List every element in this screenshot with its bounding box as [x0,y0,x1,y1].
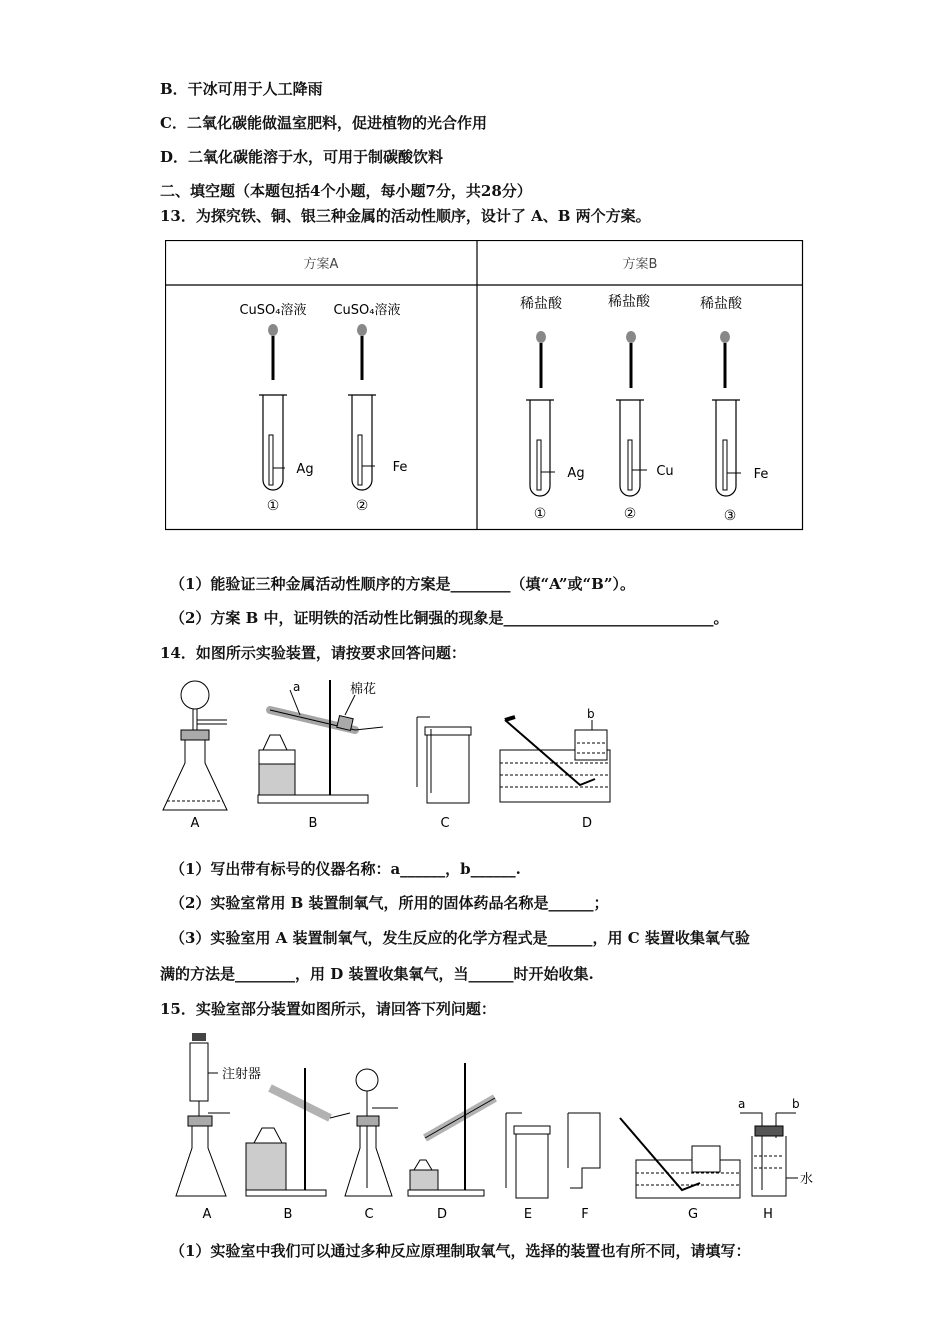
q15-sub1: （1）实验室中我们可以通过多种反应原理制取氧气，选择的装置也有所不同，请填写： [170,1242,751,1260]
apparatus-d [408,1063,495,1222]
apparatus-a [176,1033,261,1222]
svg-text:b: b [792,1097,800,1111]
svg-text:C: C [440,816,450,831]
svg-text:C: C [364,1207,374,1222]
svg-text:Ag: Ag [296,462,314,477]
q14-sub3b: 满的方法是________，用 D 装置收集氧气，当______时开始收集. [160,965,594,983]
svg-text:Cu: Cu [656,464,674,479]
q13-sub2: （2）方案 B 中，证明铁的活动性比铜强的现象是____________________________。 [170,609,729,627]
apparatus-c [345,1069,398,1222]
svg-text:CuSO₄溶液: CuSO₄溶液 [239,303,307,318]
svg-text:B: B [308,816,318,831]
svg-text:②: ② [623,506,637,522]
apparatus-e [506,1113,550,1222]
svg-text:F: F [581,1207,589,1222]
b-tube-2 [608,293,674,522]
svg-text:稀盐酸: 稀盐酸 [520,296,562,312]
apparatus-b [258,680,383,831]
scheme-a-header: 方案A [303,257,339,272]
apparatus-h [738,1097,813,1222]
q14-stem: 14．如图所示实验装置，请按要求回答问题： [160,644,466,662]
svg-text:Fe: Fe [392,460,408,475]
svg-text:Ag: Ag [567,466,585,481]
b-tube-3 [700,295,768,524]
svg-text:棉花: 棉花 [350,682,377,697]
svg-text:b: b [587,707,595,721]
apparatus-c [417,717,471,831]
svg-text:H: H [763,1207,773,1222]
option-b: B．干冰可用于人工降雨 [160,80,323,98]
option-c: C．二氧化碳能做温室肥料，促进植物的光合作用 [160,114,487,132]
svg-text:稀盐酸: 稀盐酸 [700,296,742,312]
a-tube-2 [333,302,407,514]
apparatus-b [246,1068,350,1222]
svg-text:Fe: Fe [753,467,769,482]
svg-text:D: D [581,816,593,831]
apparatus-d [500,707,610,831]
a-tube-1 [239,302,313,514]
svg-text:注射器: 注射器 [222,1067,262,1082]
svg-text:①: ① [533,506,547,522]
svg-text:③: ③ [723,508,737,524]
q15-stem: 15．实验室部分装置如图所示，请回答下列问题： [160,1000,496,1018]
q14-sub3a: （3）实验室用 A 装置制氧气，发生反应的化学方程式是______，用 C 装置收集氧气验 [170,929,750,947]
q13-sub1: （1）能验证三种金属活动性顺序的方案是________（填“A”或“B”）。 [170,575,635,593]
svg-text:a: a [293,680,301,694]
svg-text:稀盐酸: 稀盐酸 [608,294,650,310]
q13-stem: 13．为探究铁、铜、银三种金属的活动性顺序，设计了 A、B 两个方案。 [160,207,651,225]
q14-figure [155,675,655,835]
svg-text:A: A [190,816,200,831]
svg-text:B: B [283,1207,293,1222]
q13-table [165,240,805,532]
svg-text:①: ① [266,498,280,514]
svg-text:D: D [436,1207,448,1222]
svg-text:水: 水 [800,1172,814,1187]
svg-text:②: ② [355,498,369,514]
apparatus-a [163,681,227,831]
svg-text:E: E [523,1207,533,1222]
b-tube-1 [520,295,585,522]
apparatus-g [620,1118,740,1222]
apparatus-f [568,1113,600,1222]
svg-text:CuSO₄溶液: CuSO₄溶液 [333,303,401,318]
svg-text:A: A [202,1207,212,1222]
q15-figure [170,1028,830,1228]
svg-text:G: G [687,1207,699,1222]
option-d: D．二氧化碳能溶于水，可用于制碳酸饮料 [160,148,444,166]
section-title: 二、填空题（本题包括4个小题，每小题7分，共28分） [160,182,532,200]
q14-sub2: （2）实验室常用 B 装置制氧气，所用的固体药品名称是______； [170,894,609,912]
q14-sub1: （1）写出带有标号的仪器名称：a______，b______. [170,860,521,878]
scheme-b-header: 方案B [622,257,658,272]
svg-text:a: a [738,1097,746,1111]
